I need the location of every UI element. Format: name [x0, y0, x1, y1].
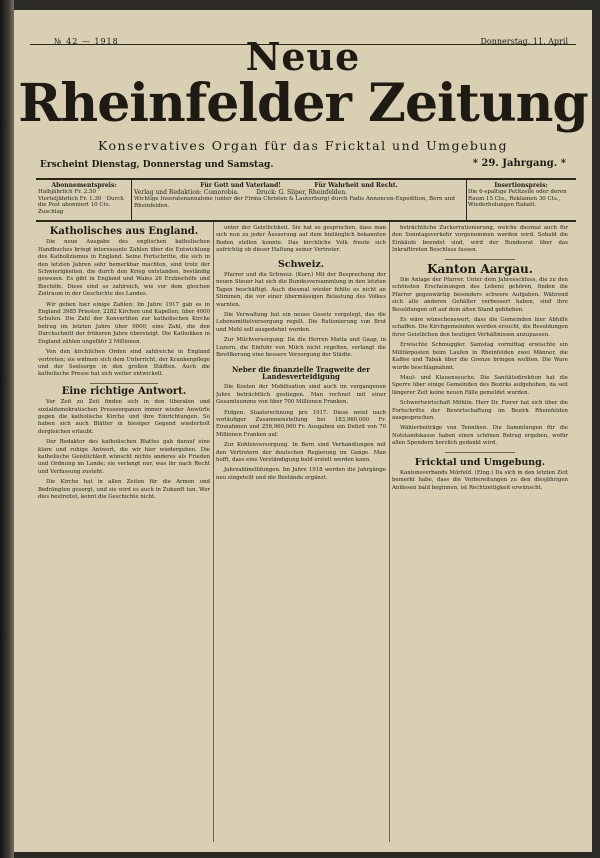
section-heading: Kanton Aargau.	[427, 261, 533, 276]
info-divider	[131, 180, 132, 220]
newspaper-page	[14, 10, 592, 852]
publisher-line: Verlag und Redaktion: Comorobia. Druck: G. Sliper, Rheinfelden.	[134, 189, 347, 197]
insertion-heading: Insertionspreis:	[494, 182, 548, 189]
article-paragraph: Der Redaktor des katholischen Blattes gab darauf eine klare und ruhige Antwort, die wir hier wiedergeben. Die katholische Geistlichkeit wünscht nichts anderes als Frieden und Ordnung im Lande; sie verlangt nur, was ihr nach Recht und Verfassung zusteht.	[38, 439, 210, 475]
article-paragraph: unter der Geistlichkeit. Sie hat so gesprochen, dass man sich nun zu jeder Äusserung auf dem hinlänglich bekannten Boden stellen konnte. Das kirchliche Volk freute sich aufrichtig ob dieser Haltung seiner Vertreter.	[216, 225, 386, 254]
section-divider	[90, 383, 159, 384]
article-paragraph: Vor Zeit zu Zeit finden sich in den liberalen und sozialdemokratischen Presseorganen immer wieder Anwürfe gegen die katholische Kirche und ihre Einrichtungen. So haben sich auch Blätter in hiesiger Gegend wiederholt dergleichen erlaubt.	[38, 399, 210, 435]
article-paragraph: Von den kirchlichen Orden sind zahlreiche in England vertreten; sie widmen sich dem Unterricht, der Krankenpflege und der Seelsorge in den großen Städten. Auch die katholische Presse hat sich weiter entwickelt.	[38, 349, 210, 378]
article-paragraph: Wählerbeiträge von Tenniken. Die Sammlungen für die Notstandskasse haben einen schönen Betrag ergeben, wofür allen Spendern herzlich gedankt wird.	[392, 425, 568, 447]
article-paragraph: Kantonsverbands Mörfeld. (Eing.) Da sich in den letzten Zeit bemerkt habe, dass die Vorbereitungen zu den diesjährigen Anlässen bald beginnen, ist Rechtzeitigkeit erwünscht.	[392, 469, 568, 491]
article-paragraph: Pfarrer und die Schweiz. (Korr.) Mit der Besprechung der neuen Steuer hat sich die Bundesversammlung in den letzten Tagen beschäftigt. Auch diesmal wieder fehlte es nicht an Stimmen, die vor einer übermässigen Belastung des Volkes warnten.	[216, 272, 386, 308]
book-binding	[0, 0, 14, 858]
section-heading: Fricktal und Umgebung.	[414, 456, 546, 468]
section-divider	[445, 259, 515, 260]
column-rule	[213, 222, 214, 842]
section-heading: Neber die finanzielle Tragweite der Landesverteidigung	[232, 364, 370, 381]
article-paragraph: Schwertwirtschaft Möhlin. Herr Dr. Fierer hat sich über die Fortschritte der Bewirtschaftung im Bezirk Rheinfelden ausgesprochen.	[392, 400, 568, 421]
article-heading: Eine richtige Antwort.	[61, 385, 187, 397]
subscription-text: Halbjährlich Fr. 2.50 · Vierteljährlich Fr. 1.30 · Durch die Post abonniert 10 Cts. Zuschlag	[38, 189, 124, 215]
motto: Für Gott und Vaterland! Für Wahrheit und Recht.	[200, 182, 398, 189]
advertising-line: Wichtige Inseratenannahme (unter der Firma Christen & Lauterburg) durch Fadis Annoncen-Expedition, Bern und Rheinfelden.	[134, 196, 455, 209]
article-paragraph: Maul- und Klauenseuche. Die Sanitätsdirektion hat die Sperre über einige Gemeinden des Bezirks aufgehoben, da seit längerer Zeit keine neuen Fälle gemeldet wurden.	[392, 374, 568, 396]
article-paragraph: Die neue Ausgabe des englischen katholischen Handbuches bringt interessante Zahlen über die Entwicklung des Katholizismus in England. Seine Fortschritte, die sich in den letzten Jahren sehr bemerkbar machten, sind trotz der Schwierigkeiten, die durch den Krieg entstanden, beständig gewesen. Es gibt in England und Wales 26 Erzbischöfe und Bischöfe. Diese sind so zahlreich, wie vor dem gleichen Zeitraum in der Geschichte des Landes.	[38, 239, 210, 298]
article-paragraph: beträchtliche Zuckerrationierung, welche diesmal auch für den Sonntagsverkehr vorgenommen werden wird. Sobald die Einkäufe beendet sind, wird der Bundesrat über das Inkrafttreten Beschluss fassen.	[392, 225, 568, 254]
article-paragraph: Die Anlage der Pfarrer. Unter dem Jahresschluss, die zu den schönsten Erscheinungen des Lebens gehören, finden die Pfarrer gegenwärtig besonders schwere Aufgaben. Während sich alle anderen Gehälter verbessert haben, sind ihre Besoldungen oft auf dem alten Stand geblieben.	[392, 277, 568, 313]
info-bar	[36, 178, 576, 222]
masthead-title-line1: Neue	[245, 34, 361, 79]
article-paragraph: Wir geben hier einige Zahlen: Im Jahre 1917 gab es in England 3985 Priester, 2282 Kirchen und Kapellen, über 4000 Schulen. Die Zahl der Konvertiten zur katholischen Kirche betrug im letzten Jahre über 9000, eine Zahl, die den Durchschnitt der früheren Jahre übersteigt. Die Katholiken in England zählen ungefähr 2 Millionen.	[38, 301, 210, 345]
article-paragraph: Erwischte Schmuggler. Samstag vormittag erwischte ein Militärposten beim Laufen in Rheinfelden zwei Männer, die Kaffee und Tabak über die Grenze bringen wollten. Die Ware wurde beschlagnahmt.	[392, 342, 568, 371]
column-1	[38, 225, 210, 835]
article-paragraph: Jahrzahlmelldungen. Im Jahre 1918 werden die Jahrgänge neu eingeteilt und die Bestände ergänzt.	[216, 467, 386, 481]
article-paragraph: Es wäre wünschenswert, dass die Gemeinden hier Abhilfe schaffen. Die Kirchgemeinden werden ersucht, die Besoldungen ihrer Geistlichen den heutigen Verhältnissen anzupassen.	[392, 317, 568, 338]
masthead-tagline: Konservatives Organ für das Fricktal und Umgebung	[97, 138, 509, 153]
column-2	[216, 225, 386, 835]
article-paragraph: Die Verwaltung hat ein neues Gesetz vorgelegt, das die Lebensmittelversorgung regelt. Die Rationierung von Brot und Mehl soll ausgedehnt werden.	[216, 312, 386, 333]
column-rule	[389, 222, 390, 842]
subscription-heading: Abonnementspreis:	[51, 182, 117, 189]
insertion-text: Die 6-spaltige Petitzeile oder deren Raum 15 Cts., Reklamen 30 Cts., Wiederholungen Rabatt.	[468, 189, 567, 209]
publication-days: Erscheint Dienstag, Donnerstag und Samstag.	[40, 160, 274, 170]
issue-date: Donnerstag, 11. April	[480, 37, 568, 46]
section-heading: Schweiz.	[277, 258, 325, 270]
article-paragraph: Zur Kohlenversorgung. In Bern sind Verhandlungen mit den Vertretern der deutschen Regierung im Gange. Man hofft, dass eine Verständigung bald erzielt werden kann.	[216, 442, 386, 463]
insertion-box	[468, 182, 574, 209]
article-heading: Katholisches aus England.	[49, 226, 199, 237]
masthead-title-line2: Rheinfelder Zeitung	[18, 73, 588, 134]
volume-year: * 29. Jahrgang. *	[472, 158, 566, 169]
article-paragraph: Die Kosten der Mobilisation sind auch im vergangenen Jahre beträchtlich gestiegen. Man rechnet mit einer Gesamtsumme von über 700 Millionen Franken.	[216, 384, 386, 406]
article-paragraph: Die Kirche hat in allen Zeiten für die Armen und Bedrängten gesorgt, und sie wird es auch in Zukunft tun. Wer dies bestreitet, kennt die Geschichte nicht.	[38, 479, 210, 500]
issue-number: № 42 — 1918	[54, 37, 119, 46]
article-paragraph: Zur Milchversorgung. Da die Herren Matta und Gaap, in Luzern, die Einfuhr von Milch nicht regelten, verlangt die Bevölkerung eine bessere Versorgung der Städte.	[216, 337, 386, 359]
section-divider	[445, 452, 515, 453]
column-3	[392, 225, 568, 835]
info-divider	[466, 180, 467, 220]
subscription-box	[38, 182, 130, 216]
article-paragraph: Eidgen. Staatsrechnung pro 1917. Diese weist nach vorläufiger Zusammenstellung bei 183,960,000 Fr. Einnahmen und 256,960,000 Fr. Ausgaben ein Defizit von 70 Millionen Franken auf.	[216, 409, 386, 438]
publisher-box	[134, 182, 464, 210]
